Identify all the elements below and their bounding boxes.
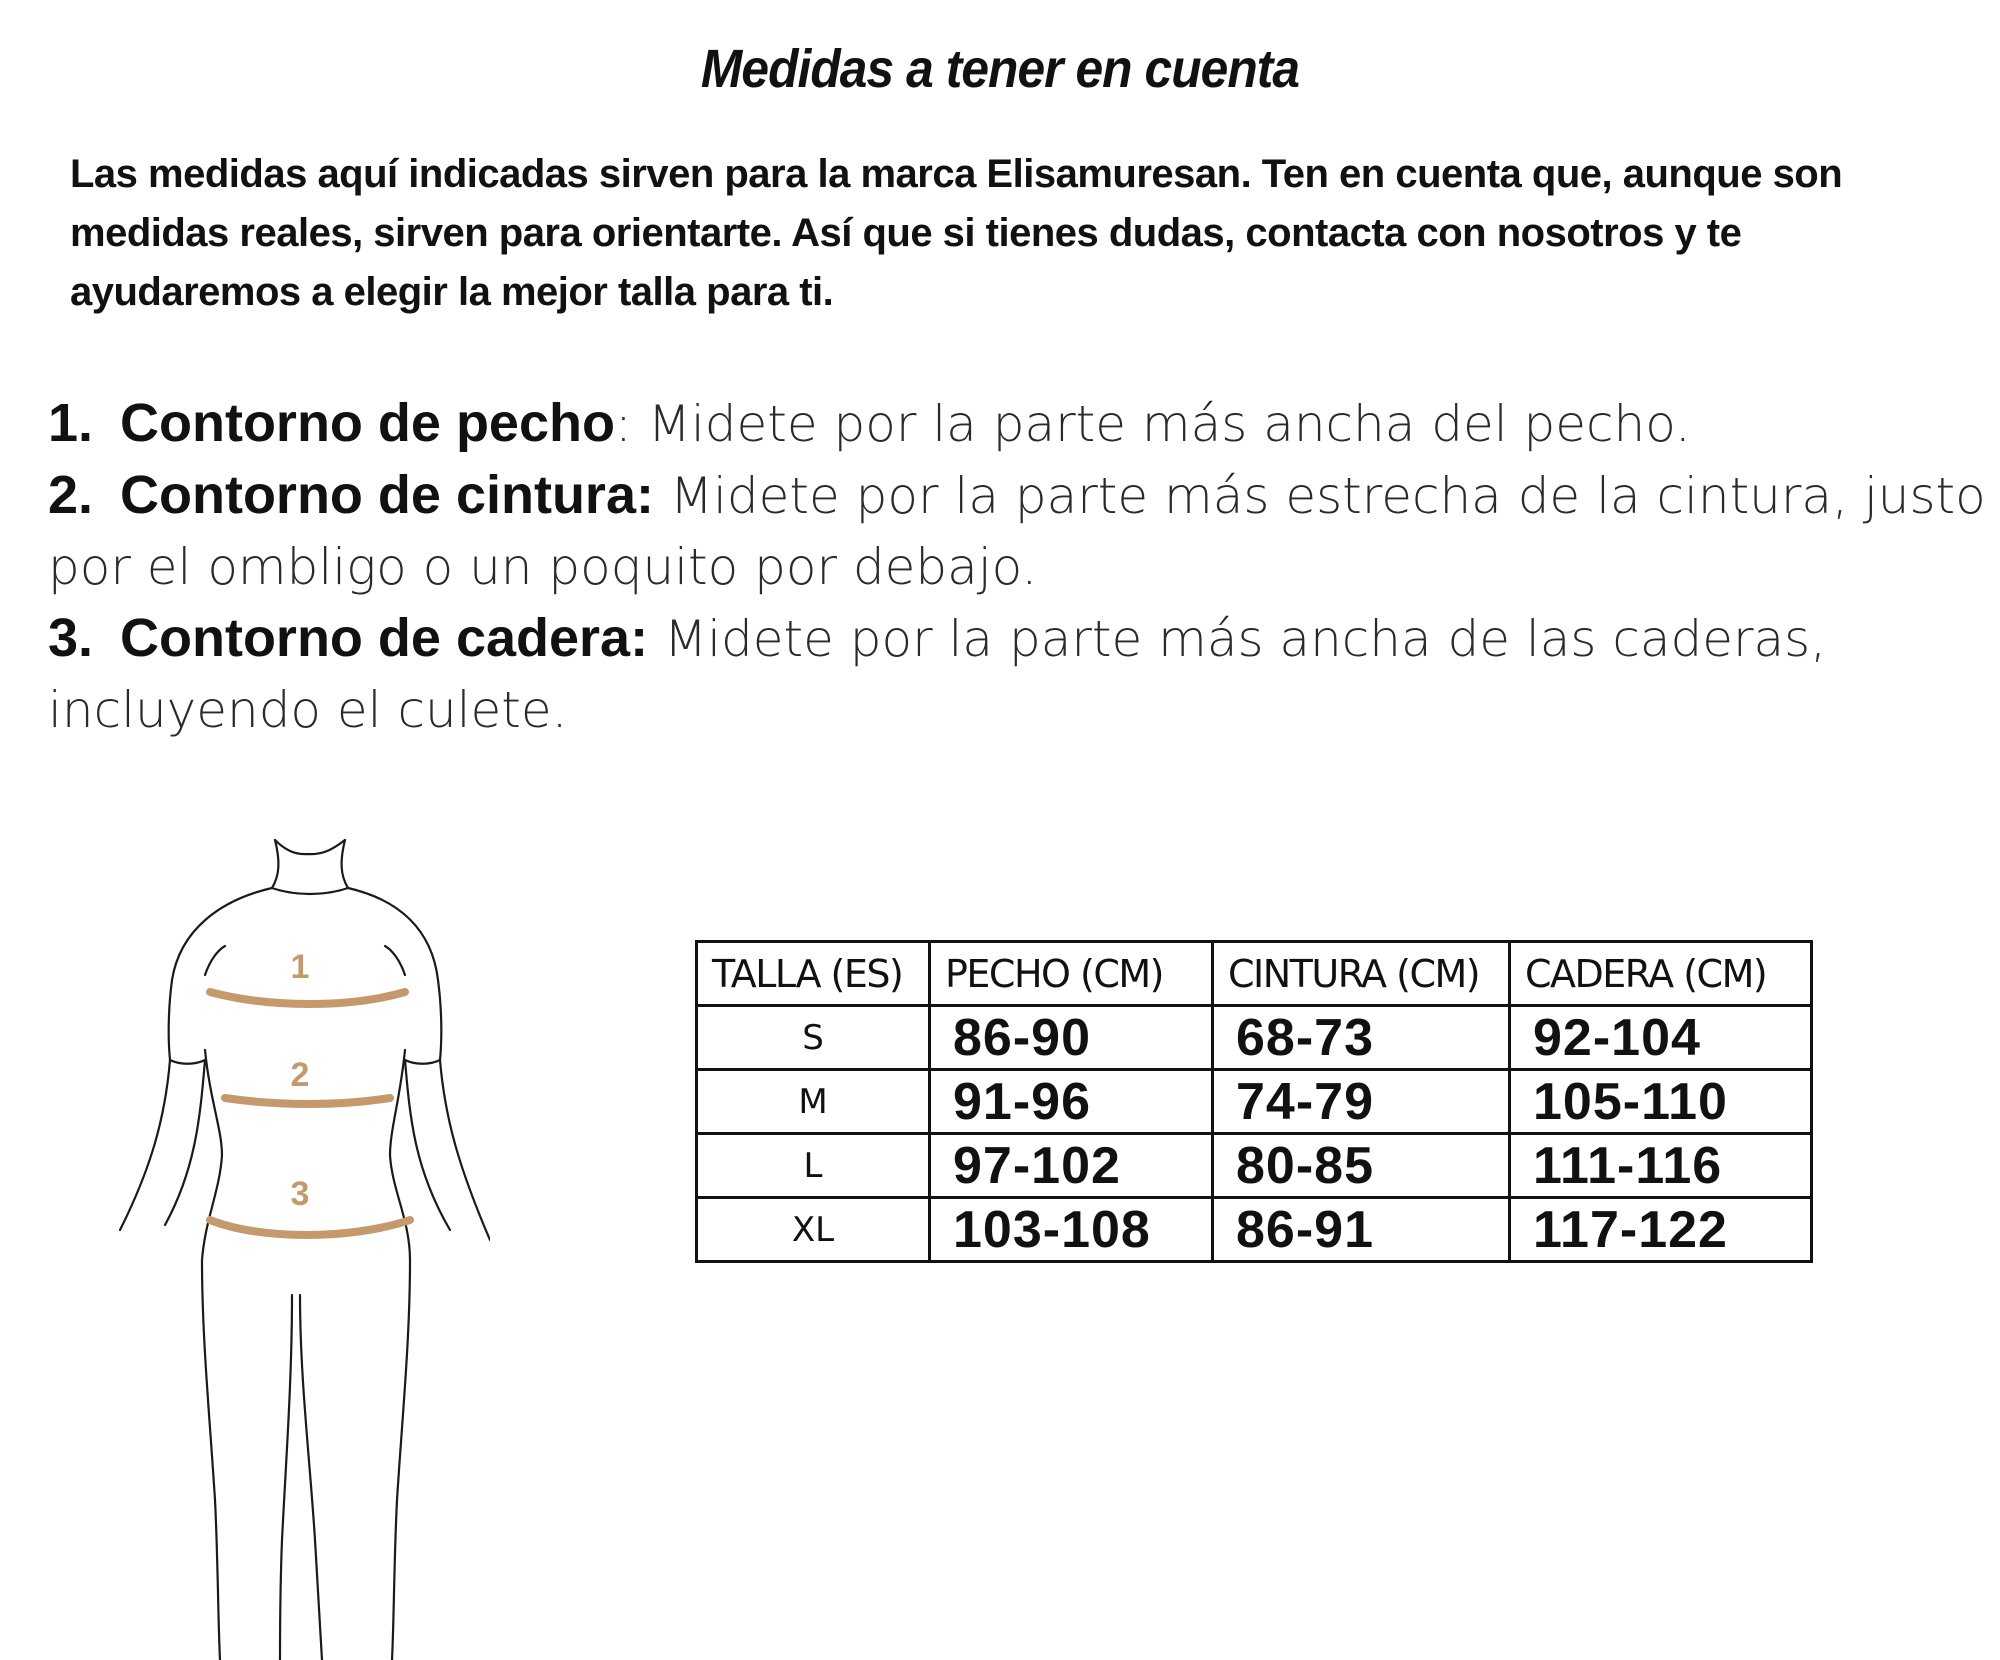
waist-cell: 86-91 [1213, 1198, 1510, 1262]
size-cell: M [697, 1070, 930, 1134]
chest-label: 1 [290, 948, 310, 986]
step-description: Midete por la parte más ancha de las caderas, [648, 610, 1827, 668]
step-term: Contorno de cintura: [120, 465, 654, 525]
body-outline-illustration [110, 820, 490, 1660]
intro-line: medidas reales, sirven para orientarte. Así que si tienes dudas, contacta con nosotros y te [70, 211, 1742, 255]
step-number: 1. [48, 393, 94, 453]
size-chart-table [695, 940, 1813, 1263]
table-row [697, 1070, 1812, 1134]
header-hip: CADERA (CM) [1510, 942, 1812, 1006]
chest-cell: 103-108 [930, 1198, 1213, 1262]
waist-cell: 68-73 [1213, 1006, 1510, 1070]
header-waist: CINTURA (CM) [1213, 942, 1510, 1006]
step-description-continued: por el ombligo o un poquito por debajo. [48, 538, 1038, 596]
step-description-continued: incluyendo el culete. [48, 681, 568, 739]
body-measurement-figure [110, 820, 490, 1660]
header-chest: PECHO (CM) [930, 942, 1213, 1006]
intro-line: ayudaremos a elegir la mejor talla para ti. [70, 270, 834, 314]
chest-cell: 97-102 [930, 1134, 1213, 1198]
waist-cell: 80-85 [1213, 1134, 1510, 1198]
hip-cell: 92-104 [1510, 1006, 1812, 1070]
chest-cell: 86-90 [930, 1006, 1213, 1070]
chest-band [210, 992, 405, 1004]
step-number: 3. [48, 608, 94, 668]
step-description: Midete por la parte más estrecha de la cintura, justo [653, 467, 1986, 525]
measurement-bands [210, 992, 410, 1235]
table-header-row [697, 942, 1812, 1006]
chest-cell: 91-96 [930, 1070, 1213, 1134]
table-row [697, 1134, 1812, 1198]
step-description: Midete por la parte más ancha del pecho. [631, 395, 1691, 453]
intro-paragraph [70, 145, 1950, 322]
table-row [697, 1198, 1812, 1262]
size-cell: S [697, 1006, 930, 1070]
step-2-continuation [48, 532, 1968, 603]
table-row [697, 1006, 1812, 1070]
hip-cell: 117-122 [1510, 1198, 1812, 1262]
step-term: Contorno de pecho [120, 393, 615, 453]
hip-band [210, 1220, 410, 1235]
hip-label: 3 [290, 1175, 310, 1213]
page-title: Medidas a tener en cuenta [700, 39, 1300, 99]
step-3-continuation [48, 675, 1968, 746]
waist-label: 2 [290, 1056, 310, 1094]
hip-cell: 111-116 [1510, 1134, 1812, 1198]
step-separator: : [614, 395, 632, 453]
waist-band [225, 1098, 390, 1104]
size-cell: XL [697, 1198, 930, 1262]
hip-cell: 105-110 [1510, 1070, 1812, 1134]
size-cell: L [697, 1134, 930, 1198]
measurement-steps [48, 388, 1986, 746]
intro-line: Las medidas aquí indicadas sirven para la marca Elisamuresan. Ten en cuenta que, aunque son [70, 152, 1843, 196]
step-term: Contorno de cadera: [120, 608, 649, 668]
header-size: TALLA (ES) [697, 942, 930, 1006]
waist-cell: 74-79 [1213, 1070, 1510, 1134]
step-1 [48, 388, 1968, 460]
step-2 [48, 460, 1986, 532]
step-number: 2. [48, 465, 94, 525]
step-3 [48, 603, 1968, 675]
